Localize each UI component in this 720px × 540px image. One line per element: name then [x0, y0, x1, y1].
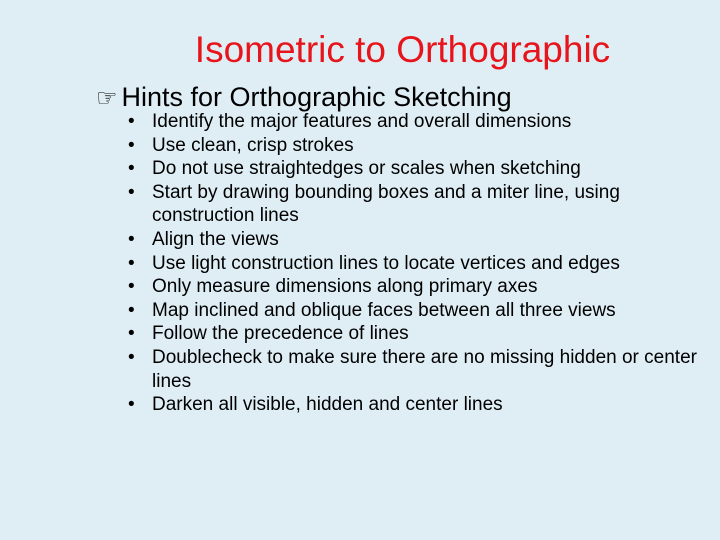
pointing-hand-icon: ☞	[96, 85, 118, 112]
bullet-icon: •	[128, 158, 135, 180]
list-item-text: Only measure dimensions along primary axes	[152, 276, 538, 298]
bullet-icon: •	[128, 134, 135, 156]
bullet-icon: •	[128, 181, 135, 203]
list-item	[120, 252, 700, 276]
bullet-icon: •	[128, 323, 135, 345]
list-item	[120, 299, 700, 323]
list-item-text: Identify the major features and overall dimensions	[152, 111, 572, 132]
bullet-icon: •	[128, 228, 135, 250]
list-item	[120, 228, 700, 252]
bullet-icon: •	[128, 252, 135, 274]
list-item	[120, 110, 700, 134]
list-item	[120, 157, 700, 181]
list-item-text: Use clean, crisp strokes	[152, 134, 354, 156]
list-item	[120, 393, 700, 417]
bullet-icon: •	[128, 276, 135, 298]
section-heading-text: Hints for Orthographic Sketching	[121, 82, 512, 112]
list-item-text: Start by drawing bounding boxes and a miter line, using construction lines	[152, 181, 620, 227]
list-item-text: Use light construction lines to locate vertices and edges	[152, 252, 620, 274]
list-item-text: Do not use straightedges or scales when sketching	[152, 158, 581, 180]
list-item-text: Map inclined and oblique faces between all three views	[152, 299, 616, 321]
list-item-text: Darken all visible, hidden and center lines	[152, 394, 503, 416]
list-item	[120, 346, 700, 393]
bullet-icon: •	[128, 394, 135, 416]
bullet-icon: •	[128, 346, 135, 368]
list-item-text: Doublecheck to make sure there are no missing hidden or center lines	[152, 346, 697, 392]
list-item	[120, 275, 700, 299]
bullet-icon: •	[128, 111, 135, 132]
list-item	[120, 134, 700, 158]
list-item-text: Align the views	[152, 228, 279, 250]
bullet-icon: •	[128, 299, 135, 321]
list-item	[120, 322, 700, 346]
list-item-text: Follow the precedence of lines	[152, 323, 409, 345]
slide-title: Isometric to Orthographic	[194, 29, 611, 70]
list-item	[120, 181, 700, 228]
hint-list	[120, 110, 700, 417]
